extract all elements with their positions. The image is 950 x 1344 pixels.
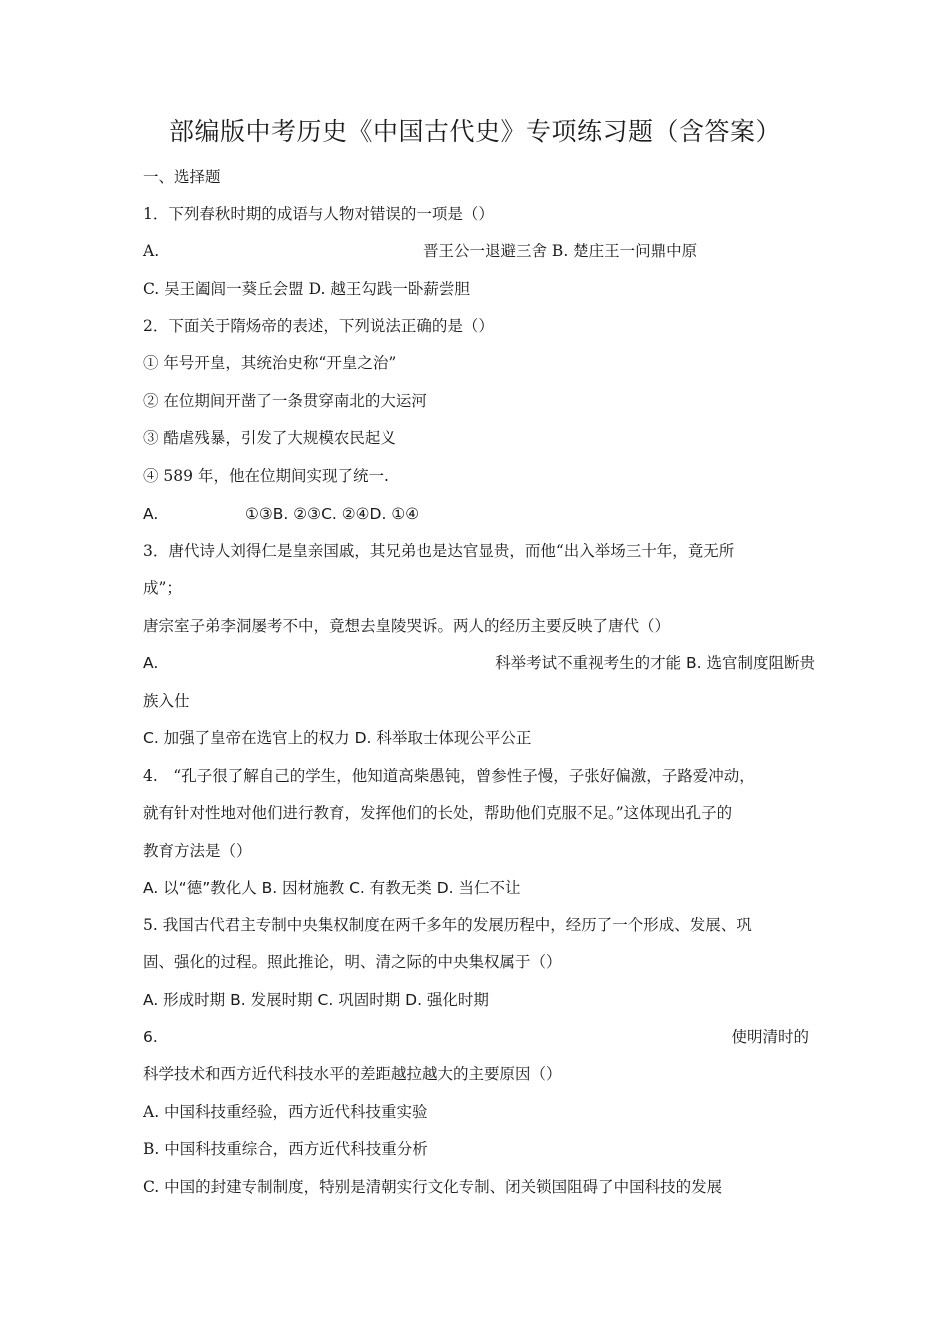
- question-3-stem-line-1: 3．唐代诗人刘得仁是皇亲国戚，其兄弟也是达官显贵，而他“出入举场三十年，竟无所: [143, 542, 735, 560]
- question-4-stem-line-2: 就有针对性地对他们进行教育，发挥他们的长处，帮助他们克服不足。”这体现出孔子的: [143, 804, 733, 822]
- option-a-label: A.: [143, 242, 160, 260]
- question-4-stem-line-3: 教育方法是（）: [143, 842, 252, 860]
- options-text: ①③B. ②③C. ②④D. ①④: [245, 505, 420, 523]
- question-2-options: [143, 503, 815, 525]
- question-3-options-cd: C. 加强了皇帝在选官上的权力 D. 科举取士体现公平公正: [143, 729, 532, 747]
- question-1-stem: 1．下列春秋时期的成语与人物对错误的一项是（）: [143, 205, 494, 223]
- section-heading: 一、选择题: [143, 168, 221, 186]
- question-3-option-continuation: 族入仕: [143, 692, 190, 710]
- question-3-stem-line-2: 成”；: [143, 579, 182, 597]
- question-2-item-1: ① 年号开皇，其统治史称“开皇之治”: [143, 354, 397, 372]
- question-4-options: A. 以“德”教化人 B. 因材施教 C. 有教无类 D. 当仁不让: [143, 879, 521, 897]
- question-2-item-2: ② 在位期间开凿了一条贯穿南北的大运河: [143, 392, 427, 410]
- question-2-item-4: ④ 589 年，他在位期间实现了统一.: [143, 467, 389, 485]
- question-6-stem-tail: 使明清时的: [731, 1028, 809, 1046]
- question-6-number: 6.: [143, 1028, 158, 1046]
- option-a-text: 科举考试不重视考生的才能 B. 选官制度阻断贵: [495, 654, 815, 672]
- question-5-options: A. 形成时期 B. 发展时期 C. 巩固时期 D. 强化时期: [143, 991, 489, 1009]
- question-2-stem: 2．下面关于隋炀帝的表述，下列说法正确的是（）: [143, 317, 494, 335]
- question-6-option-b: B. 中国科技重综合，西方近代科技重分析: [143, 1140, 428, 1158]
- question-6-option-c: C. 中国的封建专制制度，特别是清朝实行文化专制、闭关锁国阻碍了中国科技的发展: [143, 1178, 723, 1196]
- question-1-option-a: [143, 240, 815, 262]
- question-4-stem-line-1: 4. “孔子很了解自己的学生，他知道高柴愚钝，曾参性子慢，子张好偏激，子路爱冲动，: [143, 767, 755, 785]
- question-3-stem-line-3: 唐宗室子弟李洞屡考不中，竟想去皇陵哭诉。两人的经历主要反映了唐代（）: [143, 617, 671, 635]
- question-5-stem-line-1: 5. 我国古代君主专制中央集权制度在两千多年的发展历程中，经历了一个形成、发展、巩: [143, 916, 752, 934]
- option-a-label: A.: [143, 505, 159, 523]
- option-a-text: 晋王公一退避三舍 B. 楚庄王一问鼎中原: [423, 242, 698, 260]
- question-6-stem-line-2: 科学技术和西方近代科技水平的差距越拉越大的主要原因（）: [143, 1065, 562, 1083]
- question-1-options-cd: C. 吴王阖闾一葵丘会盟 D. 越王勾践一卧薪尝胆: [143, 280, 470, 298]
- question-6-stem-line-1: [143, 1026, 815, 1048]
- question-2-item-3: ③ 酷虐残暴，引发了大规模农民起义: [143, 429, 396, 447]
- document-title: 部编版中考历史《中国古代史》专项练习题（含答案）: [168, 117, 781, 146]
- option-a-label: A.: [143, 654, 159, 672]
- question-3-option-a: [143, 652, 815, 674]
- question-5-stem-line-2: 固、强化的过程。照此推论，明、清之际的中央集权属于（）: [143, 953, 562, 971]
- question-6-option-a: A. 中国科技重经验，西方近代科技重实验: [143, 1103, 428, 1121]
